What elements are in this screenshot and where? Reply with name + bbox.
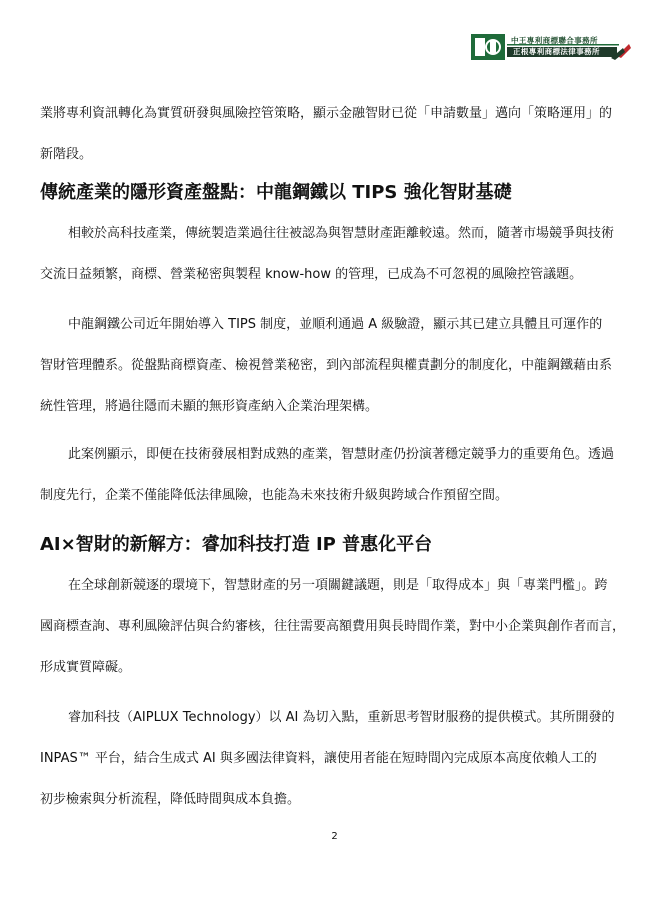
paragraph-line: 形成實質障礙。 <box>40 660 132 675</box>
paragraph-line: 相較於高科技產業，傳統製造業過往往被認為與智慧財產距離較遠。然而，隨著市場競爭與技術 <box>68 226 615 241</box>
section-heading: AI×智財的新解方：睿加科技打造 IP 普惠化平台 <box>40 534 433 555</box>
paragraph-line: 智財管理體系。從盤點商標資產、檢視營業秘密，到內部流程與權責劃分的制度化，中龍鋼鐵藉由系 <box>40 358 613 373</box>
paragraph-line: 初步檢索與分析流程，降低時間與成本負擔。 <box>40 792 301 807</box>
paragraph-line: 制度先行，企業不僅能降低法律風險，也能為未來技術升級與跨域合作預留空間。 <box>40 488 509 503</box>
paragraph-line: 新階段。 <box>40 147 93 162</box>
firm-logo <box>471 34 631 60</box>
paragraph-line: 國商標查詢、專利風險評估與合約審核，往往需要高額費用與長時間作業，對中小企業與創作者而言， <box>40 619 626 634</box>
paragraph-line: 此案例顯示，即便在技術發展相對成熟的產業，智慧財產仍扮演著穩定競爭力的重要角色。透過 <box>68 447 615 462</box>
section-heading: 傳統產業的隱形資產盤點：中龍鋼鐵以 TIPS 強化智財基礎 <box>40 182 512 203</box>
paragraph-line: 交流日益頻繁，商標、營業秘密與製程 know-how 的管理，已成為不可忽視的風險控管議題。 <box>40 267 583 282</box>
page-number: 2 <box>331 831 338 842</box>
paragraph-line: 業將專利資訊轉化為實質研發與風險控管策略，顯示金融智財已從「申請數量」邁向「策略運用」的 <box>40 106 613 121</box>
paragraph-line: 睿加科技（AIPLUX Technology）以 AI 為切入點，重新思考智財服務的提供模式。其所開發的 <box>68 710 615 725</box>
logo-firm-name-1: 中王專利商標聯合事務所 <box>511 36 598 45</box>
paragraph-line: INPAS™ 平台，結合生成式 AI 與多國法律資料，讓使用者能在短時間內完成原本高度依賴人工的 <box>40 751 597 766</box>
paragraph-line: 在全球創新競逐的環境下，智慧財產的另一項關鍵議題，則是「取得成本」與「專業門檻」。跨 <box>68 578 608 593</box>
paragraph-line: 統性管理，將過往隱而未顯的無形資產納入企業治理架構。 <box>40 399 379 414</box>
paragraph-line: 中龍鋼鐵公司近年開始導入 TIPS 制度，並順利通過 A 級驗證，顯示其已建立具體且可運作的 <box>68 317 603 332</box>
logo-firm-name-2: 正根專利商標法律事務所 <box>513 47 600 56</box>
